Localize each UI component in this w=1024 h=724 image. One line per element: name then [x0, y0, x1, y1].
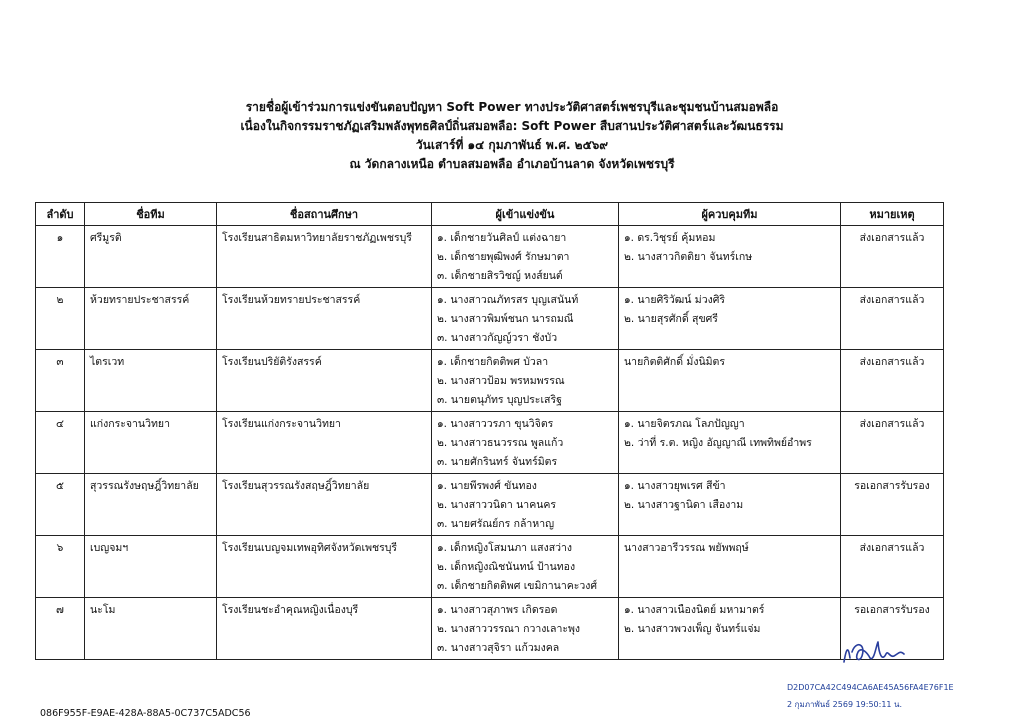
cell-no: ๑ [36, 226, 85, 288]
cell-team: แก่งกระจานวิทยา [85, 412, 217, 474]
cell-supervisors [619, 598, 841, 660]
cell-note: ส่งเอกสารแล้ว [841, 412, 944, 474]
supervisor-name: ๑. นายศิริวัฒน์ ม่วงศิริ [624, 294, 726, 306]
cell-supervisors [619, 226, 841, 288]
supervisor-name: ๒. นายสุรศักดิ์ สุขศรี [624, 313, 718, 325]
competitor-name: ๑. นายพีรพงศ์ ขันทอง [437, 480, 537, 492]
cell-no: ๒ [36, 288, 85, 350]
document-hash-code: D2D07CA42C494CA6AE45A56FA4E76F1E [787, 683, 954, 692]
cell-team: ไตรเวท [85, 350, 217, 412]
table-body [36, 226, 944, 660]
supervisor-name: ๑. นายจิตรภณ โลภปัญญา [624, 418, 745, 430]
cell-note: ส่งเอกสารแล้ว [841, 350, 944, 412]
header-team: ชื่อทีม [85, 203, 217, 226]
cell-supervisors [619, 288, 841, 350]
cell-school: โรงเรียนชะอำคุณหญิงเนื่องบุรี [217, 598, 432, 660]
supervisor-name: นางสาวอารีวรรณ พยัพพฤษ์ [624, 542, 749, 554]
competitor-name: ๑. เด็กชายกิตติพศ บัวลา [437, 356, 549, 368]
document-heading [0, 98, 1024, 174]
cell-team: สุวรรณรังษฤษฎิ์วิทยาลัย [85, 474, 217, 536]
competitor-name: ๓. นายศักรินทร์ จันทร์มิตร [437, 456, 558, 468]
supervisor-name: ๑. นางสาวยุพเรศ สีข้า [624, 480, 726, 492]
cell-school: โรงเรียนสาธิตมหาวิทยาลัยราชภัฏเพชรบุรี [217, 226, 432, 288]
cell-note: ส่งเอกสารแล้ว [841, 226, 944, 288]
competitor-name: ๑. นางสาววรภา ขุนวิจิตร [437, 418, 554, 430]
header-note: หมายเหตุ [841, 203, 944, 226]
cell-no: ๖ [36, 536, 85, 598]
cell-note: รอเอกสารรับรอง [841, 474, 944, 536]
competitor-name: ๒. เด็กหญิงณิชนันทน์ ป้านทอง [437, 561, 576, 573]
supervisor-name: ๑. ดร.วิชุรย์ คุ้มหอม [624, 232, 716, 244]
cell-team: ศรีมูรติ [85, 226, 217, 288]
supervisor-name: ๒. นางสาวฐานิดา เสืองาม [624, 499, 744, 511]
table-row [36, 412, 944, 474]
competitor-name: ๓. นางสาวกัญญ์วรา ชังบัว [437, 332, 558, 344]
cell-school: โรงเรียนสุวรรณรังสฤษฎิ์วิทยาลัย [217, 474, 432, 536]
cell-supervisors [619, 536, 841, 598]
supervisor-name: ๒. นางสาวพวงเพ็ญ จันทร์แจ่ม [624, 623, 761, 635]
table-row [36, 536, 944, 598]
table-row [36, 226, 944, 288]
cell-team: ห้วยทรายประชาสรรค์ [85, 288, 217, 350]
table-row [36, 598, 944, 660]
cell-competitors [432, 350, 619, 412]
cell-no: ๗ [36, 598, 85, 660]
competitor-name: ๑. นางสาวสุภาพร เกิดรอด [437, 604, 558, 616]
heading-line-2: เนื่องในกิจกรรมราชภัฏเสริมพลังพุทธศิลป์ถิ่นสมอพลือ: Soft Power สืบสานประวัติศาสตร์และวัฒนธรรม [240, 119, 784, 133]
cell-school: โรงเรียนปริยัติรังสรรค์ [217, 350, 432, 412]
competitor-name: ๓. เด็กชายสิรวิชญ์ หงส์ยนต์ [437, 270, 563, 282]
header-no: ลำดับ [36, 203, 85, 226]
cell-team: นะโม [85, 598, 217, 660]
cell-supervisors [619, 474, 841, 536]
supervisor-name: ๒. ว่าที่ ร.ต. หญิง อัญญาณี เทพทิพย์อำพร [624, 437, 812, 449]
table-row [36, 288, 944, 350]
cell-competitors [432, 226, 619, 288]
cell-team: เบญจมฯ [85, 536, 217, 598]
competitor-name: ๒. เด็กชายพุฒิพงศ์ รักษมาตา [437, 251, 570, 263]
header-supervisors: ผู้ควบคุมทีม [619, 203, 841, 226]
heading-line-1: รายชื่อผู้เข้าร่วมการแข่งขันตอบปัญหา Soft Power ทางประวัติศาสตร์เพชรบุรีและชุมชนบ้านสมอพลือ [245, 100, 779, 114]
table-row [36, 474, 944, 536]
table-header-row [36, 203, 944, 226]
cell-note: รอเอกสารรับรอง [841, 598, 944, 660]
competitor-name: ๒. นางสาววรรณา กวางเลาะพุง [437, 623, 581, 635]
supervisor-name: นายกิตติศักดิ์ มั่งนิมิตร [624, 356, 726, 368]
table-row [36, 350, 944, 412]
cell-note: ส่งเอกสารแล้ว [841, 536, 944, 598]
header-school: ชื่อสถานศึกษา [217, 203, 432, 226]
cell-no: ๔ [36, 412, 85, 474]
competitor-name: ๒. นางสาวพิมพ์ชนก นารถมณี [437, 313, 574, 325]
competitor-name: ๒. นางสาวป้อม พรหมพรรณ [437, 375, 565, 387]
cell-school: โรงเรียนห้วยทรายประชาสรรค์ [217, 288, 432, 350]
cell-school: โรงเรียนเบญจมเทพอุทิศจังหวัดเพชรบุรี [217, 536, 432, 598]
cell-competitors [432, 536, 619, 598]
supervisor-name: ๑. นางสาวเนืองนิตย์ มหามาตร์ [624, 604, 765, 616]
participants-table [35, 202, 944, 660]
competitor-name: ๒. นางสาววนิดา นาคนคร [437, 499, 557, 511]
cell-no: ๕ [36, 474, 85, 536]
cell-competitors [432, 288, 619, 350]
cell-supervisors [619, 412, 841, 474]
cell-school: โรงเรียนแก่งกระจานวิทยา [217, 412, 432, 474]
supervisor-name: ๒. นางสาวกิตติยา จันทร์เกษ [624, 251, 753, 263]
cell-competitors [432, 412, 619, 474]
cell-no: ๓ [36, 350, 85, 412]
competitor-name: ๓. นายตนุภัทร บุญประเสริฐ [437, 394, 562, 406]
signature-icon [838, 632, 918, 668]
heading-line-4: ณ วัดกลางเหนือ ตำบลสมอพลือ อำเภอบ้านลาด จังหวัดเพชรบุรี [349, 157, 675, 171]
heading-line-3: วันเสาร์ที่ ๑๔ กุมภาพันธ์ พ.ศ. ๒๕๖๙ [415, 138, 609, 152]
competitor-name: ๑. เด็กหญิงโสมนภา แสงสว่าง [437, 542, 573, 554]
cell-competitors [432, 598, 619, 660]
competitor-name: ๓. นางสาวสุจิรา แก้วมงคล [437, 642, 560, 654]
signed-timestamp: 2 กุมภาพันธ์ 2569 19:50:11 น. [787, 700, 903, 709]
competitor-name: ๒. นางสาวธนวรรณ พูลแก้ว [437, 437, 564, 449]
cell-supervisors [619, 350, 841, 412]
competitor-name: ๓. เด็กชายกิตติพศ เขมิกานาคะวงศ์ [437, 580, 598, 592]
header-competitors: ผู้เข้าแข่งขัน [432, 203, 619, 226]
cell-competitors [432, 474, 619, 536]
document-id: 086F955F-E9AE-428A-88A5-0C737C5ADC56 [40, 708, 251, 719]
competitor-name: ๑. นางสาวณภัทรสร บุญเสนันท์ [437, 294, 579, 306]
competitor-name: ๓. นายศรัณย์กร กล้าหาญ [437, 518, 555, 530]
competitor-name: ๑. เด็กชายวันศิลป์ แต่งฉายา [437, 232, 567, 244]
cell-note: ส่งเอกสารแล้ว [841, 288, 944, 350]
